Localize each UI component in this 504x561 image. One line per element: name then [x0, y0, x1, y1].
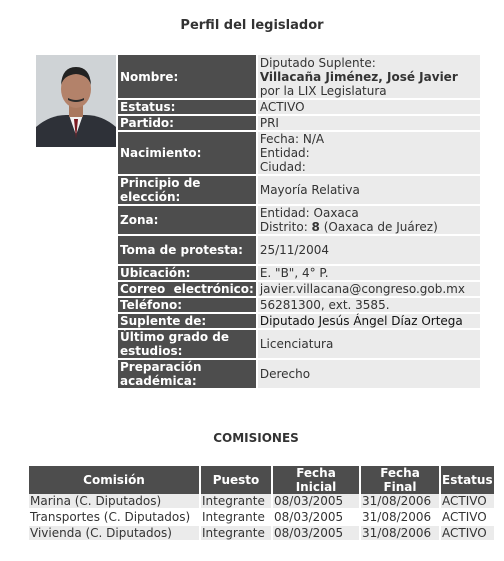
profile-table	[118, 55, 480, 390]
preparacion-value: Derecho	[257, 359, 480, 389]
row-grado	[118, 329, 480, 359]
zona-value	[257, 205, 480, 235]
header-puesto: Puesto	[200, 466, 272, 494]
puesto-cell: Integrante	[200, 494, 272, 509]
row-correo	[118, 281, 480, 297]
header-comision: Comisión	[29, 466, 200, 494]
row-nombre	[118, 55, 480, 99]
fecha-inicial-cell: 08/03/2005	[272, 525, 360, 541]
fecha-final-cell: 31/08/2006	[360, 509, 440, 525]
comision-cell: Transportes (C. Diputados)	[29, 509, 200, 525]
comisiones-title: COMISIONES	[213, 431, 299, 445]
nacimiento-value	[257, 131, 480, 175]
telefono-label: Teléfono:	[118, 297, 257, 313]
row-zona	[118, 205, 480, 235]
ubicacion-label: Ubicación:	[118, 265, 257, 281]
ubicacion-value: E. "B", 4° P.	[257, 265, 480, 281]
estatus-value: ACTIVO	[257, 99, 480, 115]
puesto-cell: Integrante	[200, 525, 272, 541]
estatus-cell: ACTIVO	[440, 509, 495, 525]
row-estatus	[118, 99, 480, 115]
row-partido	[118, 115, 480, 131]
nacimiento-fecha: Fecha: N/A	[259, 132, 325, 146]
correo-label: Correo electrónico:	[118, 281, 257, 297]
suplente-label: Suplente de:	[118, 313, 257, 329]
zona-distrito	[260, 220, 478, 234]
legislator-photo	[36, 55, 116, 147]
comisiones-table	[29, 466, 496, 542]
estatus-cell: ACTIVO	[440, 525, 495, 541]
nombre-value	[257, 55, 480, 99]
estatus-cell: ACTIVO	[440, 494, 495, 509]
principio-label: Principio de elección:	[118, 175, 257, 205]
partido-label: Partido:	[118, 115, 257, 131]
row-telefono	[118, 297, 480, 313]
nacimiento-ciudad: Ciudad:	[259, 160, 306, 174]
header-estatus: Estatus	[440, 466, 495, 494]
header-fecha-inicial: Fecha Inicial	[272, 466, 360, 494]
zona-distrito-suffix: (Oaxaca de Juárez)	[319, 220, 438, 234]
partido-value: PRI	[257, 115, 480, 131]
nombre-line1: Diputado Suplente:	[259, 55, 376, 70]
row-preparacion	[118, 359, 480, 389]
fecha-final-cell: 31/08/2006	[360, 525, 440, 541]
estatus-label: Estatus:	[118, 99, 257, 115]
table-row	[29, 525, 495, 541]
row-nacimiento	[118, 131, 480, 175]
puesto-cell: Integrante	[200, 509, 272, 525]
comision-cell: Vivienda (C. Diputados)	[29, 525, 200, 541]
nombre-line2: Villacaña Jiménez, José Javier	[259, 69, 458, 84]
grado-label: Último grado de estudios:	[118, 329, 257, 359]
table-row	[29, 494, 495, 509]
nacimiento-entidad: Entidad:	[259, 146, 310, 160]
row-principio	[118, 175, 480, 205]
telefono-value: 56281300, ext. 3585.	[257, 297, 480, 313]
zona-entidad: Entidad: Oaxaca	[259, 206, 359, 220]
page-title: Perfil del legislador	[180, 18, 324, 33]
nombre-label: Nombre:	[118, 55, 257, 99]
table-row	[29, 509, 495, 525]
header-fecha-final: Fecha Final	[360, 466, 440, 494]
fecha-inicial-cell: 08/03/2005	[272, 509, 360, 525]
row-suplente	[118, 313, 480, 329]
zona-label: Zona:	[118, 205, 257, 235]
grado-value: Licenciatura	[257, 329, 480, 359]
comision-cell: Marina (C. Diputados)	[29, 494, 200, 509]
fecha-final-cell: 31/08/2006	[360, 494, 440, 509]
nombre-line3: por la LIX Legislatura	[259, 83, 387, 98]
toma-label: Toma de protesta:	[118, 235, 257, 265]
zona-distrito-num: 8	[311, 220, 320, 234]
zona-distrito-prefix: Distrito:	[259, 220, 312, 234]
fecha-inicial-cell: 08/03/2005	[272, 494, 360, 509]
principio-value: Mayoría Relativa	[257, 175, 480, 205]
suplente-value: Diputado Jesús Ángel Díaz Ortega	[257, 313, 480, 329]
nacimiento-label: Nacimiento:	[118, 131, 257, 175]
correo-value: javier.villacana@congreso.gob.mx	[257, 281, 480, 297]
preparacion-label: Preparación académica:	[118, 359, 257, 389]
row-toma	[118, 235, 480, 265]
comisiones-header-row	[29, 466, 495, 494]
row-ubicacion	[118, 265, 480, 281]
toma-value: 25/11/2004	[257, 235, 480, 265]
